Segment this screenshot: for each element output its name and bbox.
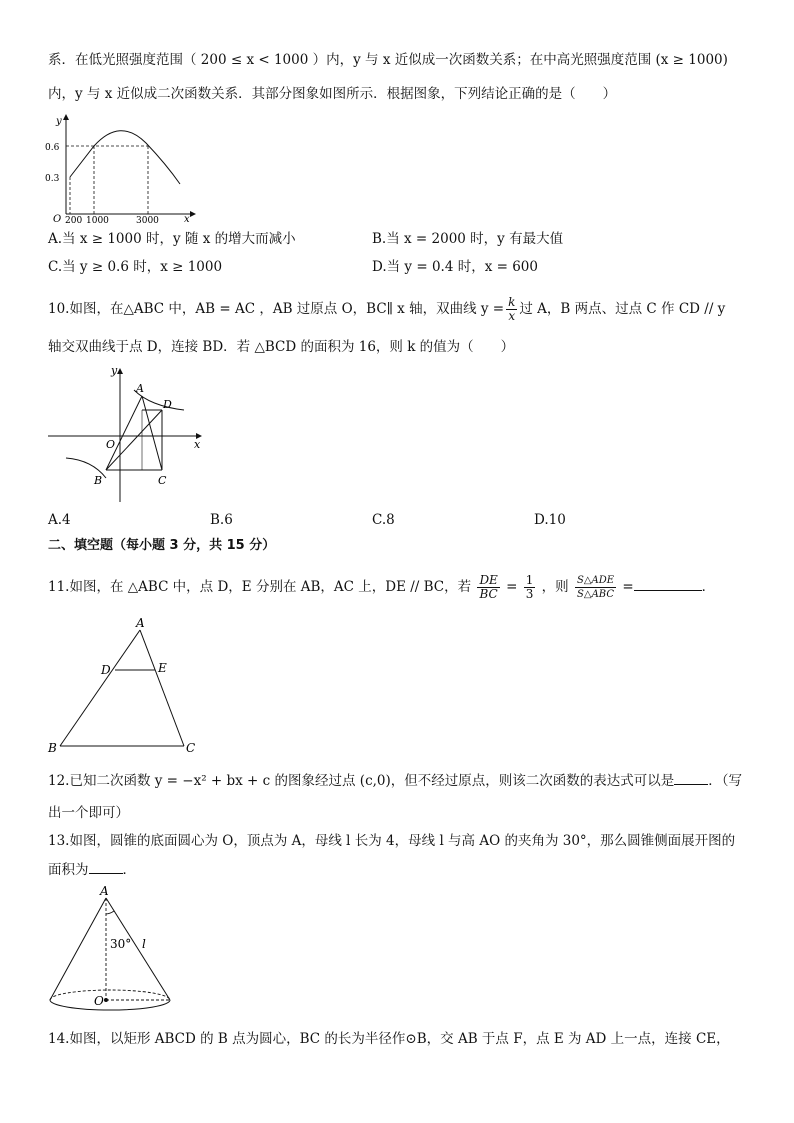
q11-answer-blank[interactable] (634, 590, 702, 591)
q10-point-d-label: D (163, 398, 172, 411)
q9-xtick-1000: 1000 (86, 216, 109, 224)
q11-text: 11.如图，在 △ABC 中，点 D，E 分别在 AB，AC 上，DE // BC，若 $\frac{DE}{BC}$ = $\frac{1}{3}$ ，则 $\frac{\text{S△ADE}}{\text{S△ABC}}$ = ． (48, 573, 716, 601)
q9-xtick-3000: 3000 (136, 216, 159, 224)
q10-option-c[interactable]: C.8 (372, 512, 395, 528)
q13-slant-label: l (142, 937, 146, 951)
q10-hyperbola-figure (44, 362, 214, 504)
q10-fraction: $\frac{k}{x}$ (508, 295, 516, 323)
q10-point-c-label: C (158, 474, 167, 487)
q10-y-axis-label: y (111, 364, 118, 377)
q10-option-a[interactable]: A.4 (48, 512, 71, 528)
q10-text-line2: 轴交双曲线于点 D，连接 BD．若 △BCD 的面积为 16，则 k 的值为（ ） (48, 339, 515, 355)
q11-point-d-label: D (101, 663, 111, 677)
q9-ytick-03: 0.3 (45, 174, 60, 184)
q9-y-axis-label: y (56, 116, 62, 127)
q9-option-b[interactable]: B.当 x = 2000 时，y 有最大值 (372, 231, 564, 247)
q10-origin-label: O (106, 438, 116, 451)
q10-point-a-label: A (136, 382, 144, 395)
q10-option-d[interactable]: D.10 (534, 512, 566, 528)
q11-point-c-label: C (186, 741, 196, 755)
q13-point-o-label: O (94, 994, 104, 1008)
q9-xtick-200: 200 (65, 216, 83, 224)
q9-option-d[interactable]: D.当 y = 0.4 时，x = 600 (372, 259, 538, 275)
q9-function-graph (40, 112, 200, 224)
q11-point-b-label: B (48, 741, 57, 755)
q9-option-a[interactable]: A.当 x ≥ 1000 时，y 随 x 的增大而减小 (48, 231, 296, 247)
q9-text-line2: 内，y 与 x 近似成二次函数关系．其部分图象如图所示．根据图象，下列结论正确的是（ ） (48, 86, 617, 102)
q11-point-e-label: E (158, 661, 167, 675)
q13-answer-blank[interactable] (89, 873, 123, 874)
q13-angle-label: 30° (110, 937, 132, 951)
q12-answer-blank[interactable] (674, 784, 708, 785)
q10-option-b[interactable]: B.6 (210, 512, 233, 528)
q14-text-line1: 14.如图，以矩形 ABCD 的 B 点为圆心，BC 的长为半径作⊙B，交 AB 于点 F，点 E 为 AD 上一点，连接 CE， (48, 1031, 730, 1047)
q9-origin-label: O (53, 214, 62, 224)
q9-ytick-06: 0.6 (45, 143, 60, 153)
q11-triangle-figure (44, 614, 204, 756)
q10-point-b-label: B (94, 474, 103, 487)
q13-point-a-label: A (100, 884, 109, 898)
q10-text-line1: 10.如图，在△ABC 中，AB = AC ，AB 过原点 O，BC∥ x 轴，双曲线 y = $\frac{k}{x}$ 过 A，B 两点、过点 C 作 CD // y (48, 295, 726, 323)
q12-text-line1: 12.已知二次函数 y = −x² + bx + c 的图象经过点 (c,0)，但不经过原点，则该二次函数的表达式可以是 ．（写 (48, 773, 743, 789)
q13-text-line2: 面积为 ． (48, 862, 136, 878)
q9-option-c[interactable]: C.当 y ≥ 0.6 时，x ≥ 1000 (48, 259, 223, 275)
q13-text-line1: 13.如图，圆锥的底面圆心为 O，顶点为 A，母线 l 长为 4，母线 l 与高 AO 的夹角为 30°，那么圆锥侧面展开图的 (48, 833, 736, 849)
q11-point-a-label: A (136, 616, 145, 630)
q9-text-line1: 系．在低光照强度范围（ 200 ≤ x < 1000 ）内，y 与 x 近似成一次函数关系；在中高光照强度范围 (x ≥ 1000) (48, 52, 728, 68)
q9-x-axis-label: x (184, 214, 190, 224)
q10-x-axis-label: x (194, 438, 201, 451)
q13-cone-figure (44, 884, 184, 1016)
q12-text-line2: 出一个即可） (48, 805, 129, 821)
section-fill-in-heading: 二、填空题（每小题 3 分，共 15 分） (48, 538, 276, 553)
